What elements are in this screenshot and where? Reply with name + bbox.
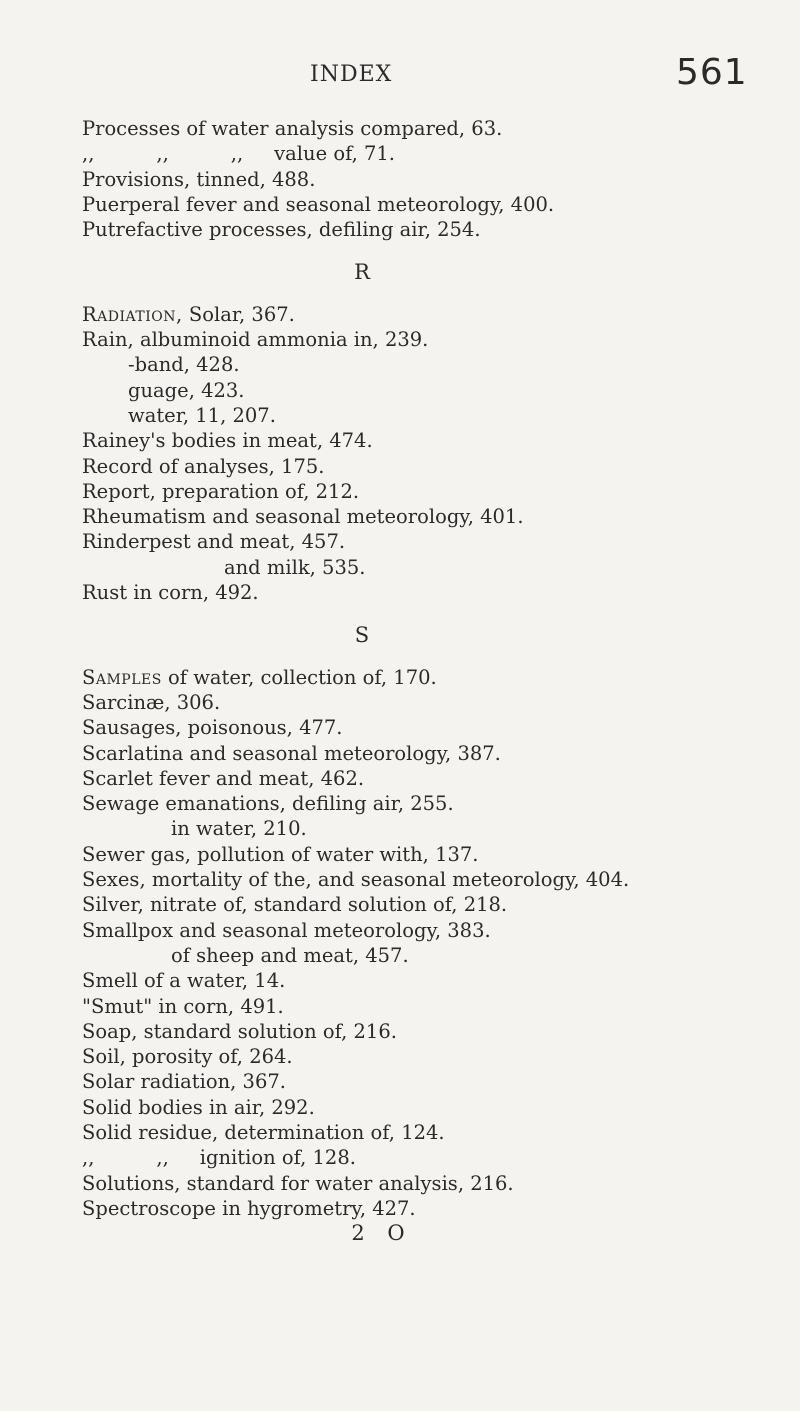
index-entry: Putrefactive processes, defiling air, 254. <box>82 218 481 242</box>
index-entry: Rheumatism and seasonal meteorology, 401. <box>82 505 524 529</box>
index-entry: Puerperal fever and seasonal meteorology, 400. <box>82 192 555 216</box>
index-entry: Solid residue, determination of, 124. <box>82 1120 445 1144</box>
index-entry: Sexes, mortality of the, and seasonal meteorology, 404. <box>82 868 630 892</box>
entry-text: of water, collection of, 170. <box>161 665 437 689</box>
running-title: INDEX <box>310 62 393 87</box>
page-number: 561 <box>676 52 748 93</box>
index-entry-ditto: ,, ,, ,, value of, 71. <box>82 142 395 166</box>
index-subentry: of sheep and meat, 457. <box>171 943 409 967</box>
section-letter-s: S <box>354 623 370 648</box>
index-entry: Scarlet fever and meat, 462. <box>82 766 365 790</box>
index-entry: Rain, albuminoid ammonia in, 239. <box>82 328 429 352</box>
index-subentry: and milk, 535. <box>224 555 366 579</box>
index-entry <box>82 302 782 327</box>
index-entry: Report, preparation of, 212. <box>82 479 360 503</box>
index-entry: Provisions, tinned, 488. <box>82 167 316 191</box>
index-entry: Smell of a water, 14. <box>82 969 286 993</box>
index-entry: Soil, porosity of, 264. <box>82 1045 293 1069</box>
index-entry <box>82 665 782 690</box>
index-entry: Record of analyses, 175. <box>82 454 325 478</box>
entry-headword: Radiation, <box>82 302 183 326</box>
index-entry: Rust in corn, 492. <box>82 581 259 605</box>
index-entry: Processes of water analysis compared, 63. <box>82 117 503 140</box>
index-entry-ditto: ,, ,, ignition of, 128. <box>82 1146 356 1170</box>
index-entry: Rainey's bodies in meat, 474. <box>82 429 373 453</box>
index-entry: Scarlatina and seasonal meteorology, 387. <box>82 741 501 765</box>
index-entry: Smallpox and seasonal meteorology, 383. <box>82 918 491 942</box>
index-entry: Solid bodies in air, 292. <box>82 1095 315 1119</box>
entry-text: Solar, 367. <box>182 302 295 326</box>
page-header <box>0 52 800 98</box>
index-subentry: -band, 428. <box>128 353 240 377</box>
index-entry: Sarcinæ, 306. <box>82 690 221 714</box>
entry-headword: Samples <box>82 665 162 689</box>
index-subentry: guage, 423. <box>128 378 245 402</box>
section-letter-r: R <box>354 260 370 285</box>
index-entries <box>82 116 782 1246</box>
index-entry: Spectroscope in hygrometry, 427. <box>82 1196 416 1220</box>
index-entry: Sausages, poisonous, 477. <box>82 716 343 740</box>
index-entry: Soap, standard solution of, 216. <box>82 1019 397 1043</box>
signature-mark: 2 O <box>351 1221 413 1246</box>
index-subentry: in water, 210. <box>171 817 307 841</box>
index-entry: Sewage emanations, defiling air, 255. <box>82 792 454 816</box>
index-entry: Silver, nitrate of, standard solution of, 218. <box>82 893 508 917</box>
index-entry: Solutions, standard for water analysis, 216. <box>82 1171 514 1195</box>
index-subentry: water, 11, 207. <box>128 403 276 427</box>
index-entry: Rinderpest and meat, 457. <box>82 530 346 554</box>
index-entry: Solar radiation, 367. <box>82 1070 286 1094</box>
index-entry: Sewer gas, pollution of water with, 137. <box>82 842 479 866</box>
index-entry: "Smut" in corn, 491. <box>82 994 284 1018</box>
